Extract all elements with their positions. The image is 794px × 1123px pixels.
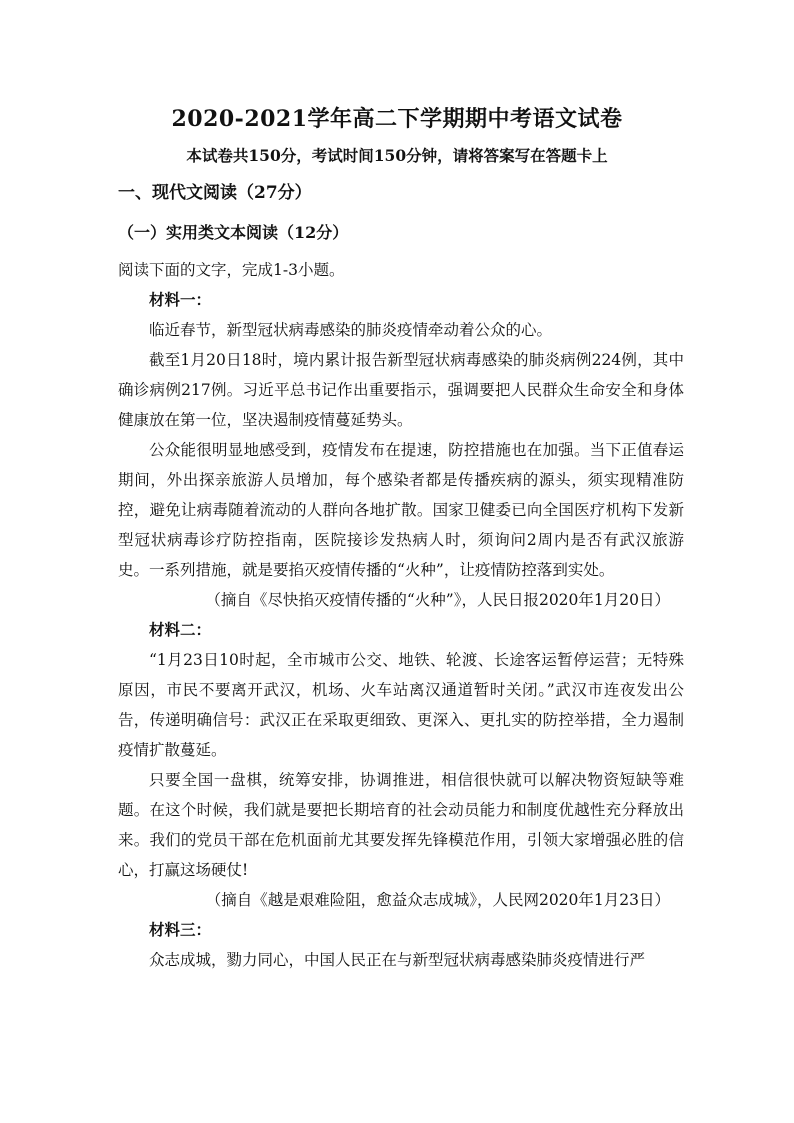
reading-passage <box>118 255 684 975</box>
material-two-paragraph-1: “1月23日10时起，全市城市公交、地铁、轮渡、长途客运暂停运营；无特殊原因，市民不要离开武汉，机场、火车站离汉通道暂时关闭。”武汉市连夜发出公告，传递明确信号：武汉正在采取更细致、更深入、更扎实的防控举措，全力遏制疫情扩散蔓延。 <box>118 651 684 759</box>
material-two-source: （摘自《越是艰难险阻，愈益众志成城》，人民网2020年1月23日） <box>205 891 670 909</box>
material-one-paragraph-1: 临近春节，新型冠状病毒感染的肺炎疫情牵动着公众的心。 <box>149 321 553 339</box>
material-two-label: 材料二： <box>149 620 212 639</box>
material-two-paragraph-2: 只要全国一盘棋，统筹安排，协调推进，相信很快就可以解决物资短缺等难题。在这个时候，我们就是要把长期培育的社会动员能力和制度优越性充分释放出来。我们的党员干部在危机面前尤其要发挥先锋模范作用，引领大家增强必胜的信心，打赢这场硬仗! <box>118 771 684 879</box>
material-one-paragraph-2: 截至1月20日18时，境内累计报告新型冠状病毒感染的肺炎病例224例，其中确诊病例217例。习近平总书记作出重要指示，强调要把人民群众生命安全和身体健康放在第一位，坚决遏制疫情蔓延势头。 <box>118 351 684 429</box>
material-three-paragraph-1: 众志成城，勠力同心，中国人民正在与新型冠状病毒感染肺炎疫情进行严 <box>149 951 646 969</box>
material-three-label: 材料三： <box>149 920 212 939</box>
subsection-heading: （一）实用类文本阅读（12分） <box>118 223 349 242</box>
section-heading: 一、现代文阅读（27分） <box>118 183 312 203</box>
material-one-label: 材料一： <box>149 290 212 309</box>
exam-title: 2020-2021学年高二下学期期中考语文试卷 <box>171 106 623 132</box>
exam-subtitle: 本试卷共150分，考试时间150分钟，请将答案写在答题卡上 <box>186 146 608 165</box>
material-one-source: （摘自《尽快掐灭疫情传播的“火种”》，人民日报2020年1月20日） <box>205 591 670 609</box>
material-one-paragraph-3: 公众能很明显地感受到，疫情发布在提速，防控措施也在加强。当下正值春运期间，外出探亲旅游人员增加，每个感染者都是传播疾病的源头，须实现精准防控，避免让病毒随着流动的人群向各地扩散。国家卫健委已向全国医疗机构下发新型冠状病毒诊疗防控指南，医院接诊发热病人时，须询问2周内是否有武汉旅游史。一系列措施，就是要掐灭疫情传播的“火种”，让疫情防控落到实处。 <box>118 441 684 579</box>
instruction-text: 阅读下面的文字，完成1-3小题。 <box>118 261 345 279</box>
